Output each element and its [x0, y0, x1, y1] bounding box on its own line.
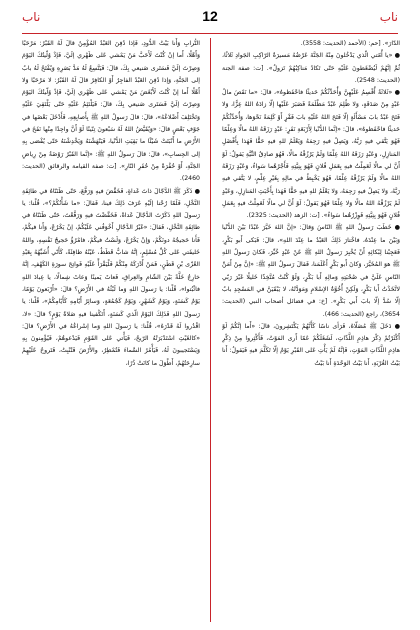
running-header-right: ناب: [379, 10, 398, 24]
paragraph: ● «يا أُمّتي الّذي يَدْخُلونَ مِنْهُ الجَنَّةَ عَرْضُهُ مَسيرَةُ الرّاكِبِ الجَوادِ ثَلاثًا، ثُمَّ إنَّهُمْ لَيُضْغَطونَ عَلَيْهِ حَتّى تَكادُ مَناكِبُهُمْ تَزولُ». [ت: صفة الجنة (الحديث: 2548).: [222, 52, 400, 84]
running-header-left: ناب: [22, 10, 41, 24]
paragraph: ● دَخَلَ ﷺ مُصَلّاهُ، فَرَأى ناسًا كَأَنَّهُمْ يَكْتَشِرونَ، قالَ: «أَما إنَّكُمْ لَوْ أَكْثَرْتُمْ ذِكْرَ هاذِمِ اللَّذّاتِ، لَشَغَلَكُمْ عَمّا أَرى المَوْتُ، فَأَكْثِروا مِنْ ذِكْرِ هاذِمِ اللَّذّاتِ المَوْتِ، فَإنَّهُ لَمْ يَأْتِ عَلى القَبْرِ يَوْمٌ إلّا تَكَلَّمَ فيهِ فَيَقولُ: أَنا بَيْتُ الغُرْبَةِ، أَنا بَيْتُ الوَحْدَةِ أَنا بَيْتُ: [222, 322, 400, 367]
paragraph: الدّارَ». [حم: (الأحمد (الحديث: 3558).: [300, 40, 400, 47]
column-divider: [210, 38, 211, 622]
right-text-column: [222, 38, 400, 624]
paragraph: ● خَطَبَ رَسولُ اللهِ ﷺ النّاسَ وَقالَ: «إنَّ اللهَ خَيَّرَ عَبْدًا بَيْنَ الدُّنْيا وَبَيْنَ ما عِنْدَهُ، فاخْتارَ ذَلِكَ العَبْدُ ما عِنْدَ اللهِ»، قالَ: فَبَكى أَبو بَكْرٍ، فَعَجِبْنا لِبُكائِهِ أَنْ يُخْبِرَ رَسولُ اللهِ ﷺ عَنْ عَبْدٍ خُيِّرَ، فَكانَ رَسولُ اللهِ ﷺ هوَ المُخَيَّرَ، وَكانَ أَبو بَكْرٍ أَعْلَمَنا، فَقالَ رَسولُ اللهِ ﷺ: «إنَّ مِنْ أَمَنِّ النّاسِ عَلَيَّ في صُحْبَتِهِ وَمالِهِ أَبا بَكْرٍ، وَلَوْ كُنْتُ مُتَّخِذًا خَليلًا غَيْرَ رَبّي لاتَّخَذْتُ أَبا بَكْرٍ، وَلَكِنْ أُخُوَّةُ الإسْلامِ وَمَوَدَّتُهُ، لا يَبْقَيَنَّ في المَسْجِدِ بابٌ إلّا سُدَّ إلّا بابَ أَبي بَكْرٍ». [خ: في فضائل أصحاب النبي (الحديث: 3654)، راجع (الحديث: 466).: [222, 224, 400, 318]
paragraph: ● ذَكَرَ ﷺ الدَّجّالَ ذاتَ غَداةٍ، فَخَفَّضَ فيهِ وَرَفَّعَ، حَتّى ظَنَنّاهُ في طائِفَةِ النَّخْلِ، فَلَمّا رُحْنا إلَيْهِ عَرَفَ ذَلِكَ فينا، فَقالَ: «ما شَأْنُكُمْ؟»، قُلْنا: يا رَسولَ اللهِ ذَكَرْتَ الدَّجّالَ غَداةً، فَخَفَّضْتَ فيهِ وَرَفَّعْتَ، حَتّى ظَنَنّاهُ في طائِفَةِ النَّخْلِ، فَقالَ: «غَيْرُ الدَّجّالِ أَخْوَفُني عَلَيْكُمْ، إنْ يَخْرُجْ، وَأَنا فيكُمْ، فَأَنا حَجيجُهُ دونَكُمْ، وَإنْ يَخْرُجْ، وَلَسْتُ فيكُمْ، فامْرُؤٌ حَجيجُ نَفْسِهِ، واللهُ خَليفَتي عَلى كُلِّ مُسْلِمٍ، إنَّهُ شابٌّ قَطَطٌ، عَيْنُهُ طافِئَةٌ، كَأَنّي أُشَبِّهُهُ بِعَبْدِ العُزّى بْنِ قَطَنٍ، فَمَنْ أَدْرَكَهُ مِنْكُمْ فَلْيَقْرَأْ عَلَيْهِ فَواتِحَ سورَةِ الكَهْفِ، إنَّهُ خارِجٌ خَلَّةً بَيْنَ الشّامِ والعِراقِ، فَعاثَ يَمينًا وَعاثَ شِمالًا، يا عِبادَ اللهِ فاثْبُتوا»، قُلْنا: يا رَسولَ اللهِ وَما لَبْثُهُ في الأَرْضِ؟ قالَ: «أَرْبَعونَ يَوْمًا، يَوْمٌ كَسَنَةٍ، وَيَوْمٌ كَشَهْرٍ، وَيَوْمٌ كَجُمُعَةٍ، وَسائِرُ أَيّامِهِ كَأَيّامِكُمْ»، قُلْنا: يا رَسولَ اللهِ فَذَلِكَ اليَوْمُ الّذي كَسَنَةٍ، أَتَكْفينا فيهِ صَلاةُ يَوْمٍ؟ قالَ: «لا، اقْدُروا لَهُ قَدْرَهُ»، قُلْنا: يا رَسولَ اللهِ وَما إسْراعُهُ في الأَرْضِ؟ قالَ: «كالغَيْثِ اسْتَدْبَرَتْهُ الرّيحُ، فَيَأْتي عَلى القَوْمِ فَيَدْعوهُمْ، فَيُؤْمِنونَ بِهِ وَيَسْتَجيبونَ لَهُ، فَيَأْمُرُ السَّماءَ فَتُمْطِرُ، والأَرْضَ فَتُنْبِتُ، فَتَروحُ عَلَيْهِمْ سارِحَتُهُمْ، أَطْوَلَ ما كانَتْ ذُرًا،: [22, 187, 200, 367]
page-number: 12: [202, 8, 218, 24]
paragraph: ● «ثَلاثَةٌ أُقْسِمُ عَلَيْهِنَّ وَأُحَدِّثُكُمْ حَديثًا فاحْفَظوهُ»، قالَ: «ما نَقَصَ مالُ عَبْدٍ مِنْ صَدَقَةٍ، وَلا ظُلِمَ عَبْدٌ مَظْلَمَةً فَصَبَرَ عَلَيْها إلّا زادَهُ اللهُ عِزًّا، وَلا فَتَحَ عَبْدٌ بابَ مَسْأَلَةٍ إلّا فَتَحَ اللهُ عَلَيْهِ بابَ فَقْرٍ أَوْ كَلِمَةً نَحْوَها، وَأُحَدِّثُكُمْ حَديثًا فاحْفَظوهُ»، قالَ: «إنَّما الدُّنْيا لِأَرْبَعَةِ نَفَرٍ: عَبْدٍ رَزَقَهُ اللهُ مالًا وَعِلْمًا فَهُوَ يَتَّقي فيهِ رَبَّهُ، وَيَصِلُ فيهِ رَحِمَهُ وَيَعْلَمُ للهِ فيهِ حَقًّا فَهَذا بِأَفْضَلِ المَنازِلِ، وَعَبْدٍ رَزَقَهُ اللهُ عِلْمًا وَلَمْ يَرْزُقْهُ مالًا، فَهُوَ صادِقُ النِّيَّةِ يَقولُ: لَوْ أَنَّ لي مالًا لَعَمِلْتُ فيهِ بِعَمَلِ فُلانٍ فَهُوَ بِنِيَّتِهِ فَأَجْرُهُما سَواءٌ، وَعَبْدٍ رَزَقَهُ اللهُ مالًا وَلَمْ يَرْزُقْهُ عِلْمًا، فَهُوَ يَخْبِطُ في مالِهِ بِغَيْرِ عِلْمٍ، لا يَتَّقي فيهِ رَبَّهُ، وَلا يَصِلُ فيهِ رَحِمَهُ، وَلا يَعْلَمُ للهِ فيهِ حَقًّا فَهَذا بِأَخْبَثِ المَنازِلِ، وَعَبْدٍ لَمْ يَرْزُقْهُ اللهُ مالًا وَلا عِلْمًا فَهُوَ يَقولُ: لَوْ أَنَّ لي مالًا لَعَمِلْتُ فيهِ بِعَمَلِ فُلانٍ فَهُوَ بِنِيَّتِهِ فَوِزْرُهُما سَواءٌ». [ت: الزهد (الحديث: 2325).: [222, 89, 400, 220]
header-divider: [22, 33, 398, 34]
left-text-column: [22, 38, 200, 624]
paragraph: التُّرابِ وَأَنا بَيْتُ الدُّودِ، فَإذا دُفِنَ العَبْدُ المُؤْمِنُ قالَ لَهُ القَبْرُ: مَرْحَبًا وَأَهْلًا، أَما إنْ كُنْتَ لَأَحَبَّ مَنْ يَمْشي عَلى ظَهْري إلَيَّ، فَإذْ وُلّيتُكَ اليَوْمَ وَصِرْتَ إلَيَّ فَسَتَرى صَنيعي بِكَ، قالَ: فَيَتَّسِعُ لَهُ مَدَّ بَصَرِهِ وَيُفْتَحُ لَهُ بابٌ إلى الجَنَّةِ، وَإذا دُفِنَ العَبْدُ الفاجِرُ أَوْ الكافِرُ قالَ لَهُ القَبْرُ: لا مَرْحَبًا وَلا أَهْلًا أَما إنْ كُنْتَ لَأَبْغَضَ مَنْ يَمْشي عَلى ظَهْري إلَيَّ، فَإذْ وُلّيتُكَ اليَوْمَ وَصِرْتَ إلَيَّ فَسَتَرى صَنيعي بِكَ، قالَ: فَيَلْتَئِمُ عَلَيْهِ حَتّى يَلْتَقِيَ عَلَيْهِ وَتَخْتَلِفَ أَضْلاعُهُ»، قالَ: قالَ رَسولُ اللهِ ﷺ بِأَصابِعِهِ، فَأَدْخَلَ بَعْضَها في جَوْفِ بَعْضٍ قالَ: «وَيُقَيَّضُ اللهُ لَهُ سَبْعونَ تِنّينًا لَوْ أَنَّ واحِدًا مِنْها نَفَخَ في الأَرْضِ ما أَنْبَتَتْ شَيْئًا ما بَقِيَتِ الدُّنْيا، فَيَنْهَشْنَهُ وَيَخْدِشْنَهُ حَتّى يُفْضى بِهِ إلى الحِسابِ»، قالَ: قالَ رَسولُ اللهِ ﷺ: «إنَّما القَبْرُ رَوْضَةٌ مِنْ رِياضِ الجَنَّةِ، أَوْ حُفْرَةٌ مِنْ حُفَرِ النّارِ». [ت: صفة القيامة والرقائق (الحديث: 2460).: [22, 40, 200, 183]
